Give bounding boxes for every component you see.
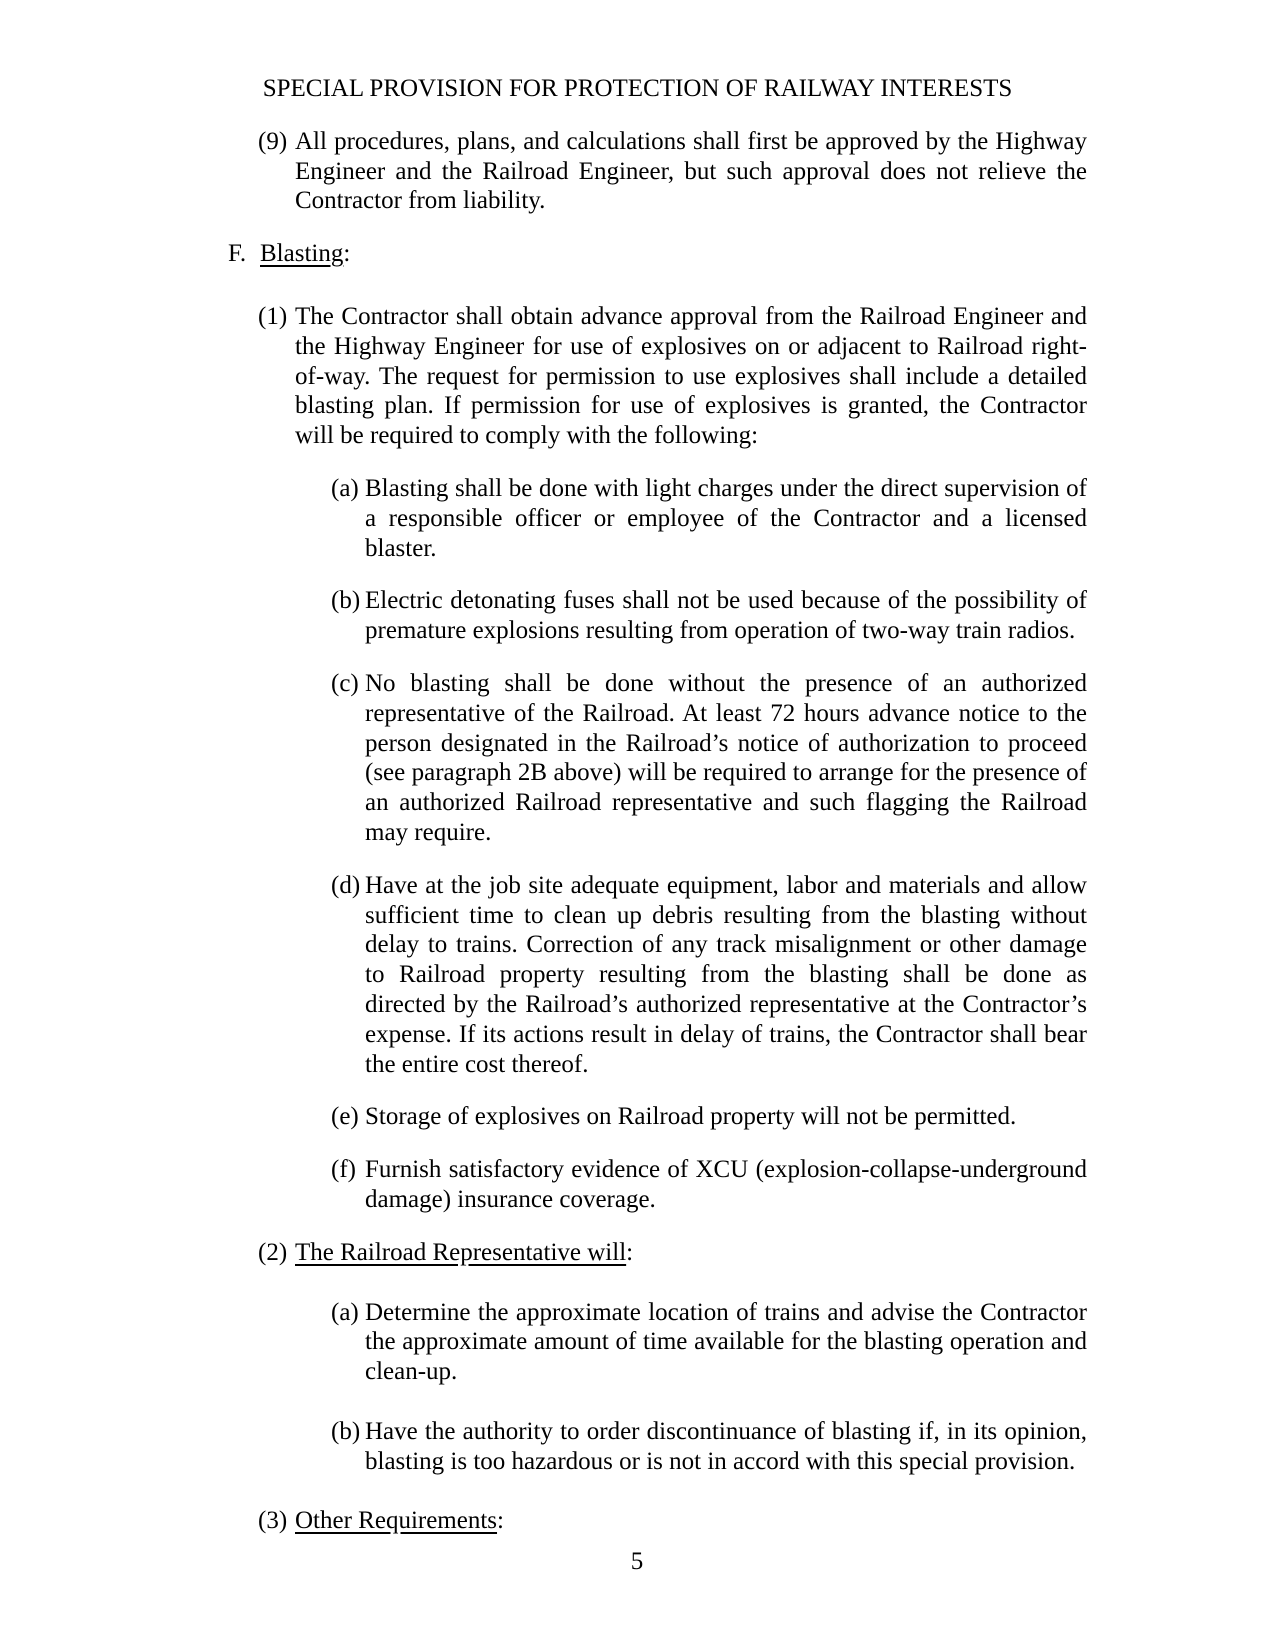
item-text-9: All procedures, plans, and calculations shall first be approved by the Highway Engineer and the Railroad Engineer, but such approval does not relieve the Contractor from liability. <box>295 127 1087 215</box>
list-item-f2a <box>331 1298 1087 1387</box>
item-text-f2a: Determine the approximate location of trains and advise the Contractor the approximate amount of time available for the blasting operation and clean-up. <box>365 1298 1087 1386</box>
item-text-f1c: No blasting shall be done without the presence of an authorized representative of the Railroad. At least 72 hours advance notice to the person designated in the Railroad’s notice of authorization to proceed (see paragraph 2B above) will be required to arrange for the presence of an authorized Railroad representative and such flagging the Railroad may require. <box>365 669 1087 846</box>
section-title-f: Blasting <box>260 240 344 268</box>
list-item-f1e <box>331 1102 1087 1132</box>
item-marker-f3: (3) <box>258 1507 288 1535</box>
section-colon-f2: : <box>626 1238 634 1266</box>
item-text-f1b: Electric detonating fuses shall not be used because of the possibility of premature explosions resulting from operation of two-way train radios. <box>365 587 1087 645</box>
list-item-f2b <box>331 1417 1087 1477</box>
document-header: SPECIAL PROVISION FOR PROTECTION OF RAILWAY INTERESTS <box>262 75 1013 102</box>
item-marker-f1d: (d) <box>331 871 361 899</box>
item-marker-f1e: (e) <box>331 1103 359 1131</box>
item-marker-9: (9) <box>258 127 288 155</box>
section-heading-f <box>228 239 1275 269</box>
item-marker-f1c: (c) <box>331 669 359 697</box>
list-item-9 <box>258 127 1087 216</box>
item-text-f1f: Furnish satisfactory evidence of XCU (explosion-collapse-underground damage) insurance coverage. <box>365 1156 1087 1213</box>
section-title-f2: The Railroad Representative will <box>295 1238 627 1266</box>
item-marker-f2a: (a) <box>331 1298 359 1326</box>
item-text-f1a: Blasting shall be done with light charges under the direct supervision of a responsible officer or employee of the Contractor and a licensed blaster. <box>365 474 1087 562</box>
section-heading-f2 <box>258 1238 1087 1268</box>
list-item-f1b <box>331 586 1087 646</box>
item-marker-f1b: (b) <box>331 587 361 615</box>
list-item-f1a <box>331 474 1087 563</box>
item-marker-f2: (2) <box>258 1238 288 1266</box>
section-title-f3: Other Requirements <box>295 1507 498 1535</box>
item-marker-f1: (1) <box>258 302 288 330</box>
section-colon-f3: : <box>497 1507 504 1535</box>
item-text-f1d: Have at the job site adequate equipment, labor and materials and allow sufficient time to clean up debris resulting from the blasting without delay to trains. Correction of any track misalignment or other damage to Railroad property resulting from the blasting shall be done as directed by the Railroad’s authorized representative at the Contractor’s expense. If its actions result in delay of trains, the Contractor shall bear the entire cost thereof. <box>365 871 1087 1078</box>
section-marker-f: F. <box>228 240 247 268</box>
item-text-f2b: Have the authority to order discontinuance of blasting if, in its opinion, blasting is too hazardous or is not in accord with this special provision. <box>365 1417 1087 1475</box>
item-text-f1e: Storage of explosives on Railroad property will not be permitted. <box>365 1103 1017 1131</box>
list-item-f1f <box>331 1155 1087 1215</box>
list-item-f1d <box>331 871 1087 1080</box>
section-colon-f: : <box>343 240 351 268</box>
list-item-f1c <box>331 669 1087 848</box>
item-marker-f1f: (f) <box>331 1156 356 1184</box>
list-item-f1 <box>258 302 1087 451</box>
item-marker-f2b: (b) <box>331 1417 361 1445</box>
section-heading-f3 <box>258 1506 1087 1536</box>
item-marker-f1a: (a) <box>331 474 359 502</box>
item-text-f1: The Contractor shall obtain advance approval from the Railroad Engineer and the Highway Engineer for use of explosives on or adjacent to Railroad right-of-way. The request for permission to use explosives shall include a detailed blasting plan. If permission for use of explosives is granted, the Contractor will be required to comply with the following: <box>295 302 1087 450</box>
page-number: 5 <box>630 1548 644 1575</box>
